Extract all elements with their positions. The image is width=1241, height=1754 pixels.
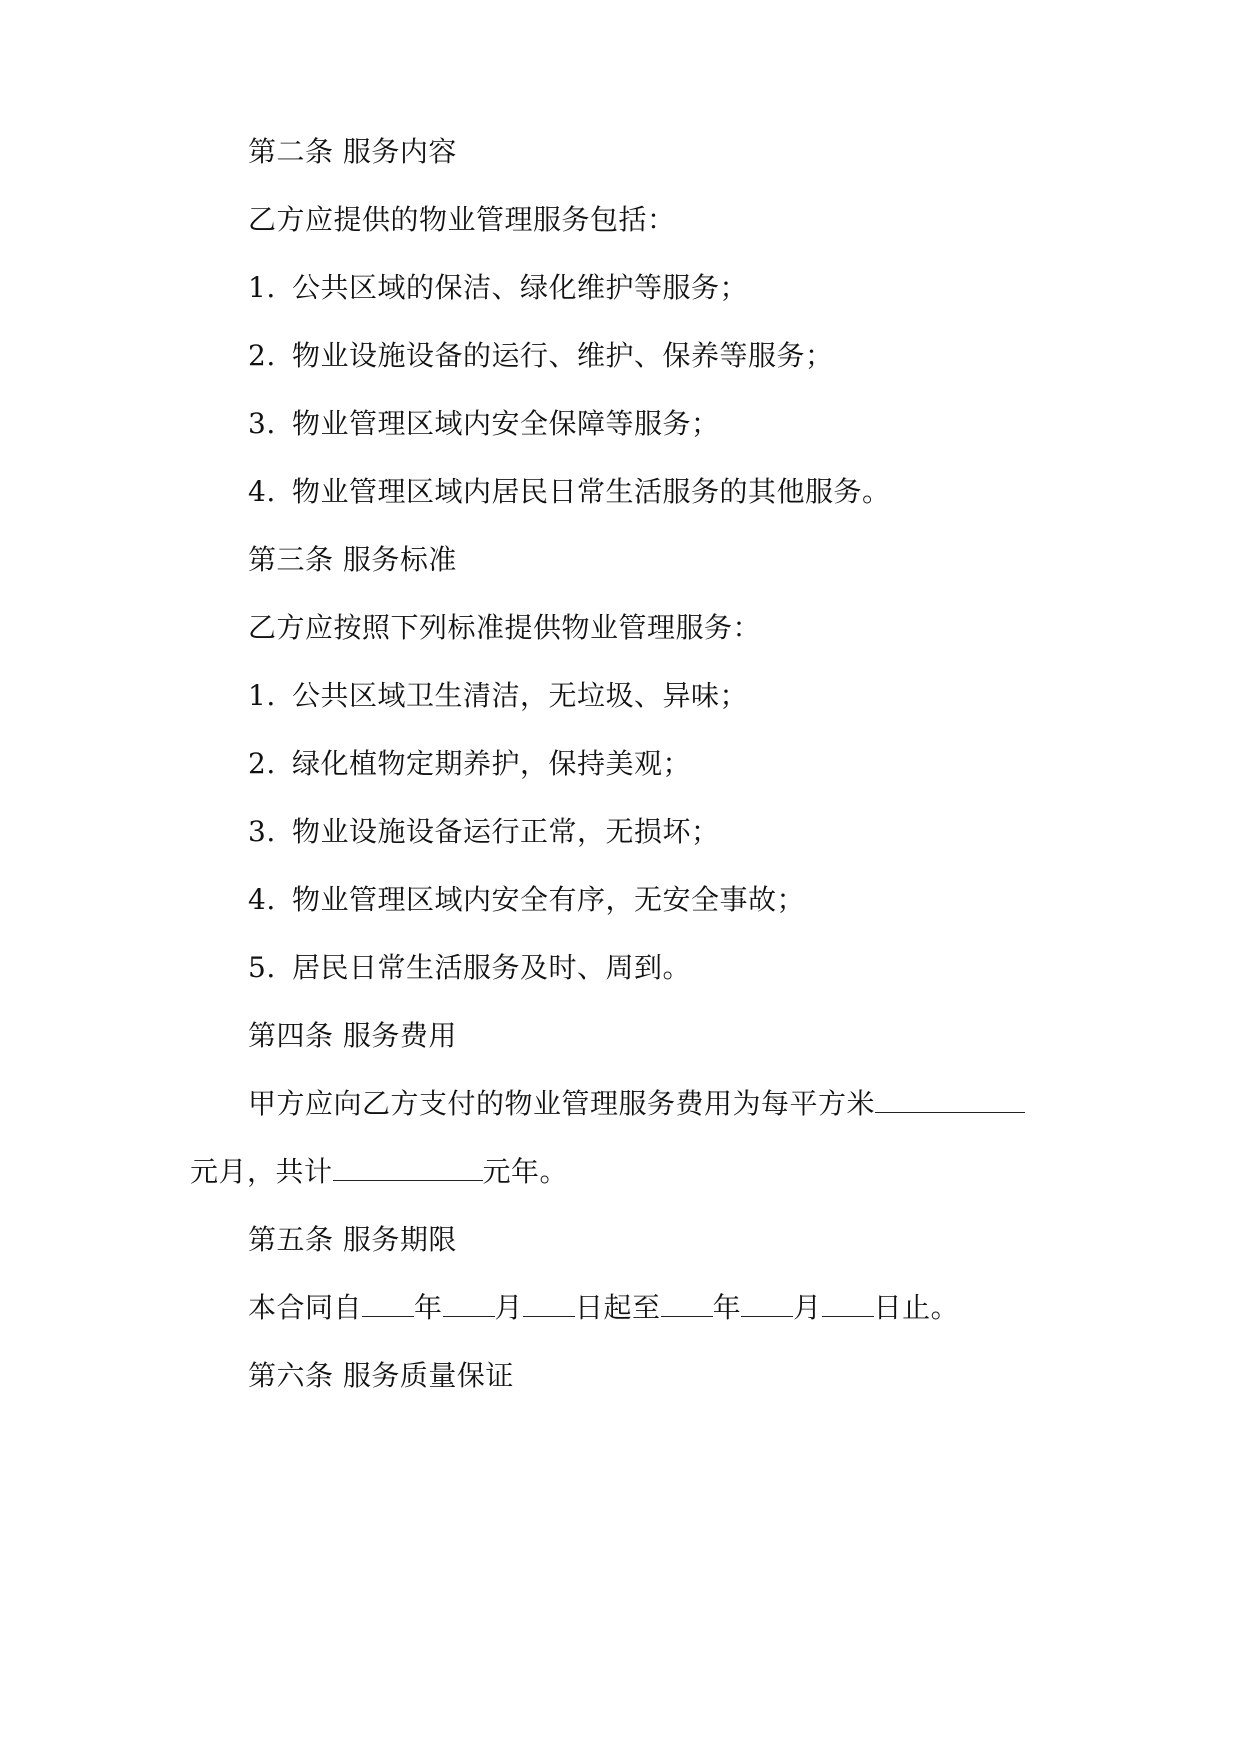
- start-month-blank[interactable]: [443, 1290, 495, 1317]
- list-text: 公共区域卫生清洁，无垃圾、异味；: [292, 679, 749, 712]
- list-item: [248, 812, 720, 852]
- start-day-blank[interactable]: [523, 1290, 575, 1317]
- list-number: 4.: [248, 883, 276, 916]
- list-text: 物业设施设备运行正常，无损坏；: [292, 815, 720, 848]
- term-day-to-label: 日起至: [575, 1291, 661, 1324]
- end-year-blank[interactable]: [661, 1290, 713, 1317]
- end-day-blank[interactable]: [822, 1290, 874, 1317]
- term-month-label: 月: [494, 1291, 524, 1324]
- list-number: 5.: [248, 951, 276, 984]
- list-number: 2.: [248, 747, 276, 780]
- list-item: [248, 268, 748, 308]
- list-number: 2.: [248, 339, 276, 372]
- list-item: [248, 404, 720, 444]
- list-item: [248, 472, 891, 512]
- section-2-intro: 乙方应提供的物业管理服务包括：: [248, 203, 676, 236]
- section-4-heading: 第四条 服务费用: [248, 1019, 457, 1052]
- list-text: 绿化植物定期养护，保持美观；: [292, 747, 692, 780]
- section-2-heading: 第二条 服务内容: [248, 135, 457, 168]
- list-text: 物业设施设备的运行、维护、保养等服务；: [292, 339, 834, 372]
- fee-text-3: 元年。: [482, 1155, 569, 1188]
- term-year-label: 年: [414, 1291, 443, 1324]
- list-item: [248, 948, 691, 988]
- list-text: 物业管理区域内居民日常生活服务的其他服务。: [292, 475, 891, 508]
- section-5-heading: 第五条 服务期限: [248, 1223, 457, 1256]
- list-text: 公共区域的保洁、绿化维护等服务；: [292, 271, 749, 304]
- fee-text-1: 甲方应向乙方支付的物业管理服务费用为每平方米: [248, 1087, 876, 1120]
- list-item: [248, 676, 748, 716]
- list-number: 3.: [248, 407, 276, 440]
- list-text: 物业管理区域内安全保障等服务；: [292, 407, 720, 440]
- list-number: 1.: [248, 679, 276, 712]
- term-end-label: 日止。: [873, 1291, 960, 1324]
- list-item: [248, 744, 691, 784]
- fee-text-2: 元月，共计: [190, 1155, 333, 1188]
- list-number: 4.: [248, 475, 276, 508]
- section-3-heading: 第三条 服务标准: [248, 543, 457, 576]
- list-item: [248, 336, 834, 376]
- term-text-start: 本合同自: [248, 1291, 363, 1324]
- list-text: 居民日常生活服务及时、周到。: [292, 951, 692, 984]
- end-month-blank[interactable]: [741, 1290, 793, 1317]
- fee-line-2: [190, 1152, 568, 1192]
- start-year-blank[interactable]: [362, 1290, 414, 1317]
- list-item: [248, 880, 805, 920]
- list-text: 物业管理区域内安全有序，无安全事故；: [292, 883, 806, 916]
- list-number: 3.: [248, 815, 276, 848]
- section-6-heading: 第六条 服务质量保证: [248, 1359, 514, 1392]
- term-end-year-label: 年: [712, 1291, 742, 1324]
- fee-per-sqm-blank[interactable]: [875, 1086, 1025, 1113]
- fee-total-blank[interactable]: [333, 1154, 483, 1181]
- term-line: [248, 1288, 959, 1328]
- section-3-intro: 乙方应按照下列标准提供物业管理服务：: [248, 611, 762, 644]
- list-number: 1.: [248, 271, 276, 304]
- term-end-month-label: 月: [793, 1291, 822, 1324]
- fee-line-1: [248, 1084, 1025, 1124]
